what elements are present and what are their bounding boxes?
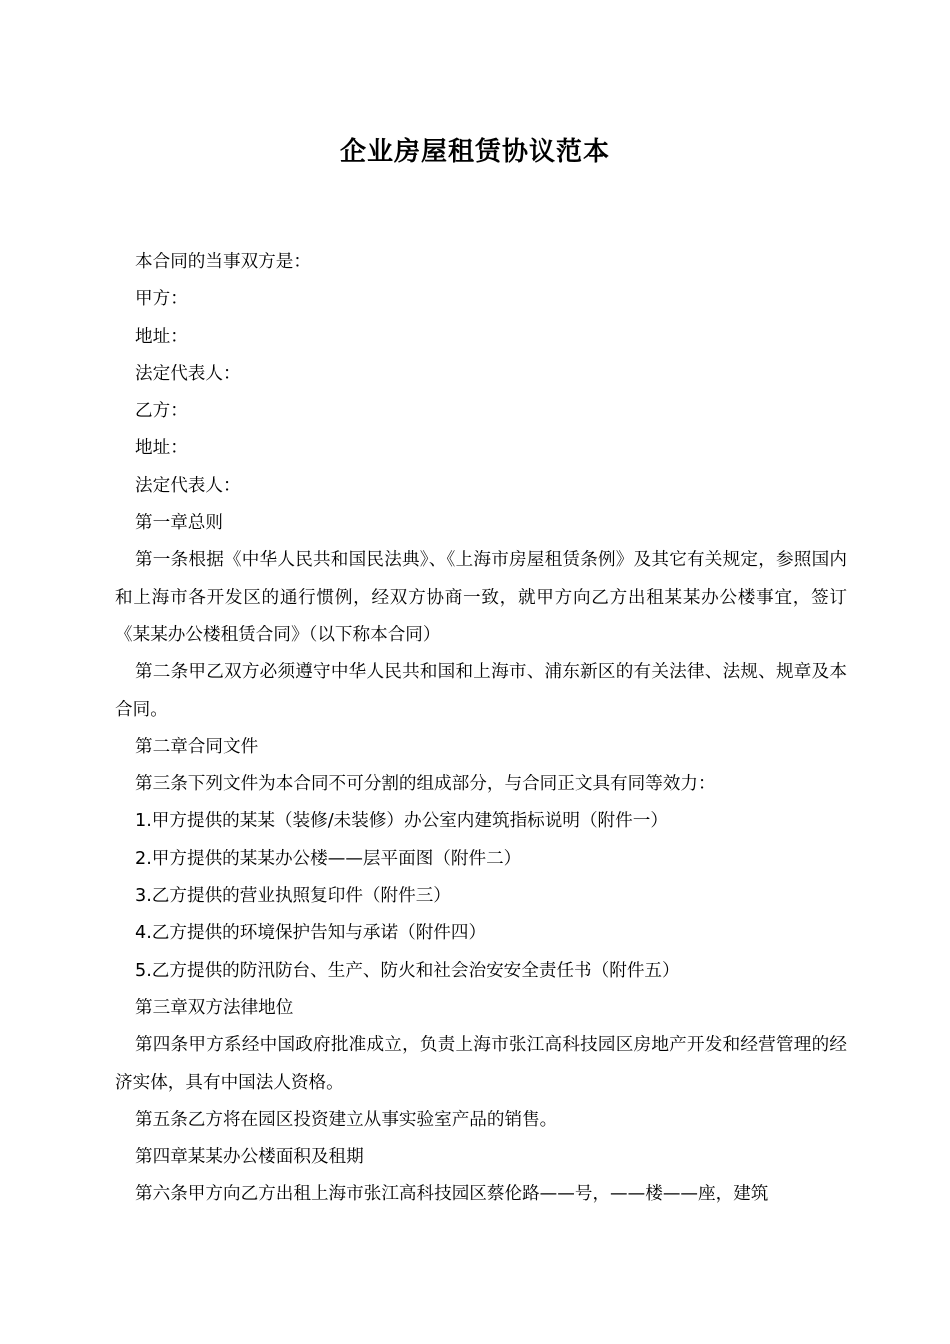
document-title: 企业房屋租赁协议范本 bbox=[339, 137, 610, 167]
paragraph-party-b-representative: 法定代表人： bbox=[135, 475, 241, 496]
article-1: 第一条根据《中华人民共和国民法典》、《上海市房屋租赁条例》及其它有关规定，参照国内和上海市各开发区的通行惯例，经双方协商一致，就甲方向乙方出租某某办公楼事宜，签订《某某办公楼租赁合同》（以下称本合同） bbox=[115, 550, 847, 645]
list-item-attachment-3: 3.乙方提供的营业执照复印件（附件三） bbox=[135, 886, 451, 907]
article-6: 第六条甲方向乙方出租上海市张江高科技园区蔡伦路——号，——楼——座，建筑 bbox=[135, 1184, 769, 1205]
chapter-heading-4: 第四章某某办公楼面积及租期 bbox=[135, 1147, 364, 1168]
paragraph-party-a-representative: 法定代表人： bbox=[135, 363, 241, 384]
paragraph-party-a: 甲方： bbox=[135, 289, 188, 310]
chapter-heading-2: 第二章合同文件 bbox=[135, 736, 259, 757]
article-5: 第五条乙方将在园区投资建立从事实验室产品的销售。 bbox=[135, 1109, 558, 1130]
article-2: 第二条甲乙双方必须遵守中华人民共和国和上海市、浦东新区的有关法律、法规、规章及本合同。 bbox=[115, 662, 847, 720]
chapter-heading-3: 第三章双方法律地位 bbox=[135, 997, 294, 1018]
paragraph-parties-intro: 本合同的当事双方是： bbox=[135, 252, 311, 272]
list-item-attachment-4: 4.乙方提供的环境保护告知与承诺（附件四） bbox=[135, 923, 487, 944]
article-3: 第三条下列文件为本合同不可分割的组成部分，与合同正文具有同等效力： bbox=[135, 774, 716, 795]
paragraph-party-b: 乙方： bbox=[135, 401, 188, 422]
paragraph-party-b-address: 地址： bbox=[135, 438, 188, 459]
chapter-heading-1: 第一章总则 bbox=[135, 513, 223, 534]
article-4: 第四条甲方系经中国政府批准成立，负责上海市张江高科技园区房地产开发和经营管理的经济实体，具有中国法人资格。 bbox=[115, 1035, 847, 1093]
paragraph-party-a-address: 地址： bbox=[135, 326, 188, 347]
document-body bbox=[115, 244, 847, 1214]
list-item-attachment-5: 5.乙方提供的防汛防台、生产、防火和社会治安安全责任书（附件五） bbox=[135, 960, 680, 981]
list-item-attachment-1: 1.甲方提供的某某（装修/未装修）办公室内建筑指标说明（附件一） bbox=[135, 811, 668, 832]
list-item-attachment-2: 2.甲方提供的某某办公楼——层平面图（附件二） bbox=[135, 848, 522, 869]
